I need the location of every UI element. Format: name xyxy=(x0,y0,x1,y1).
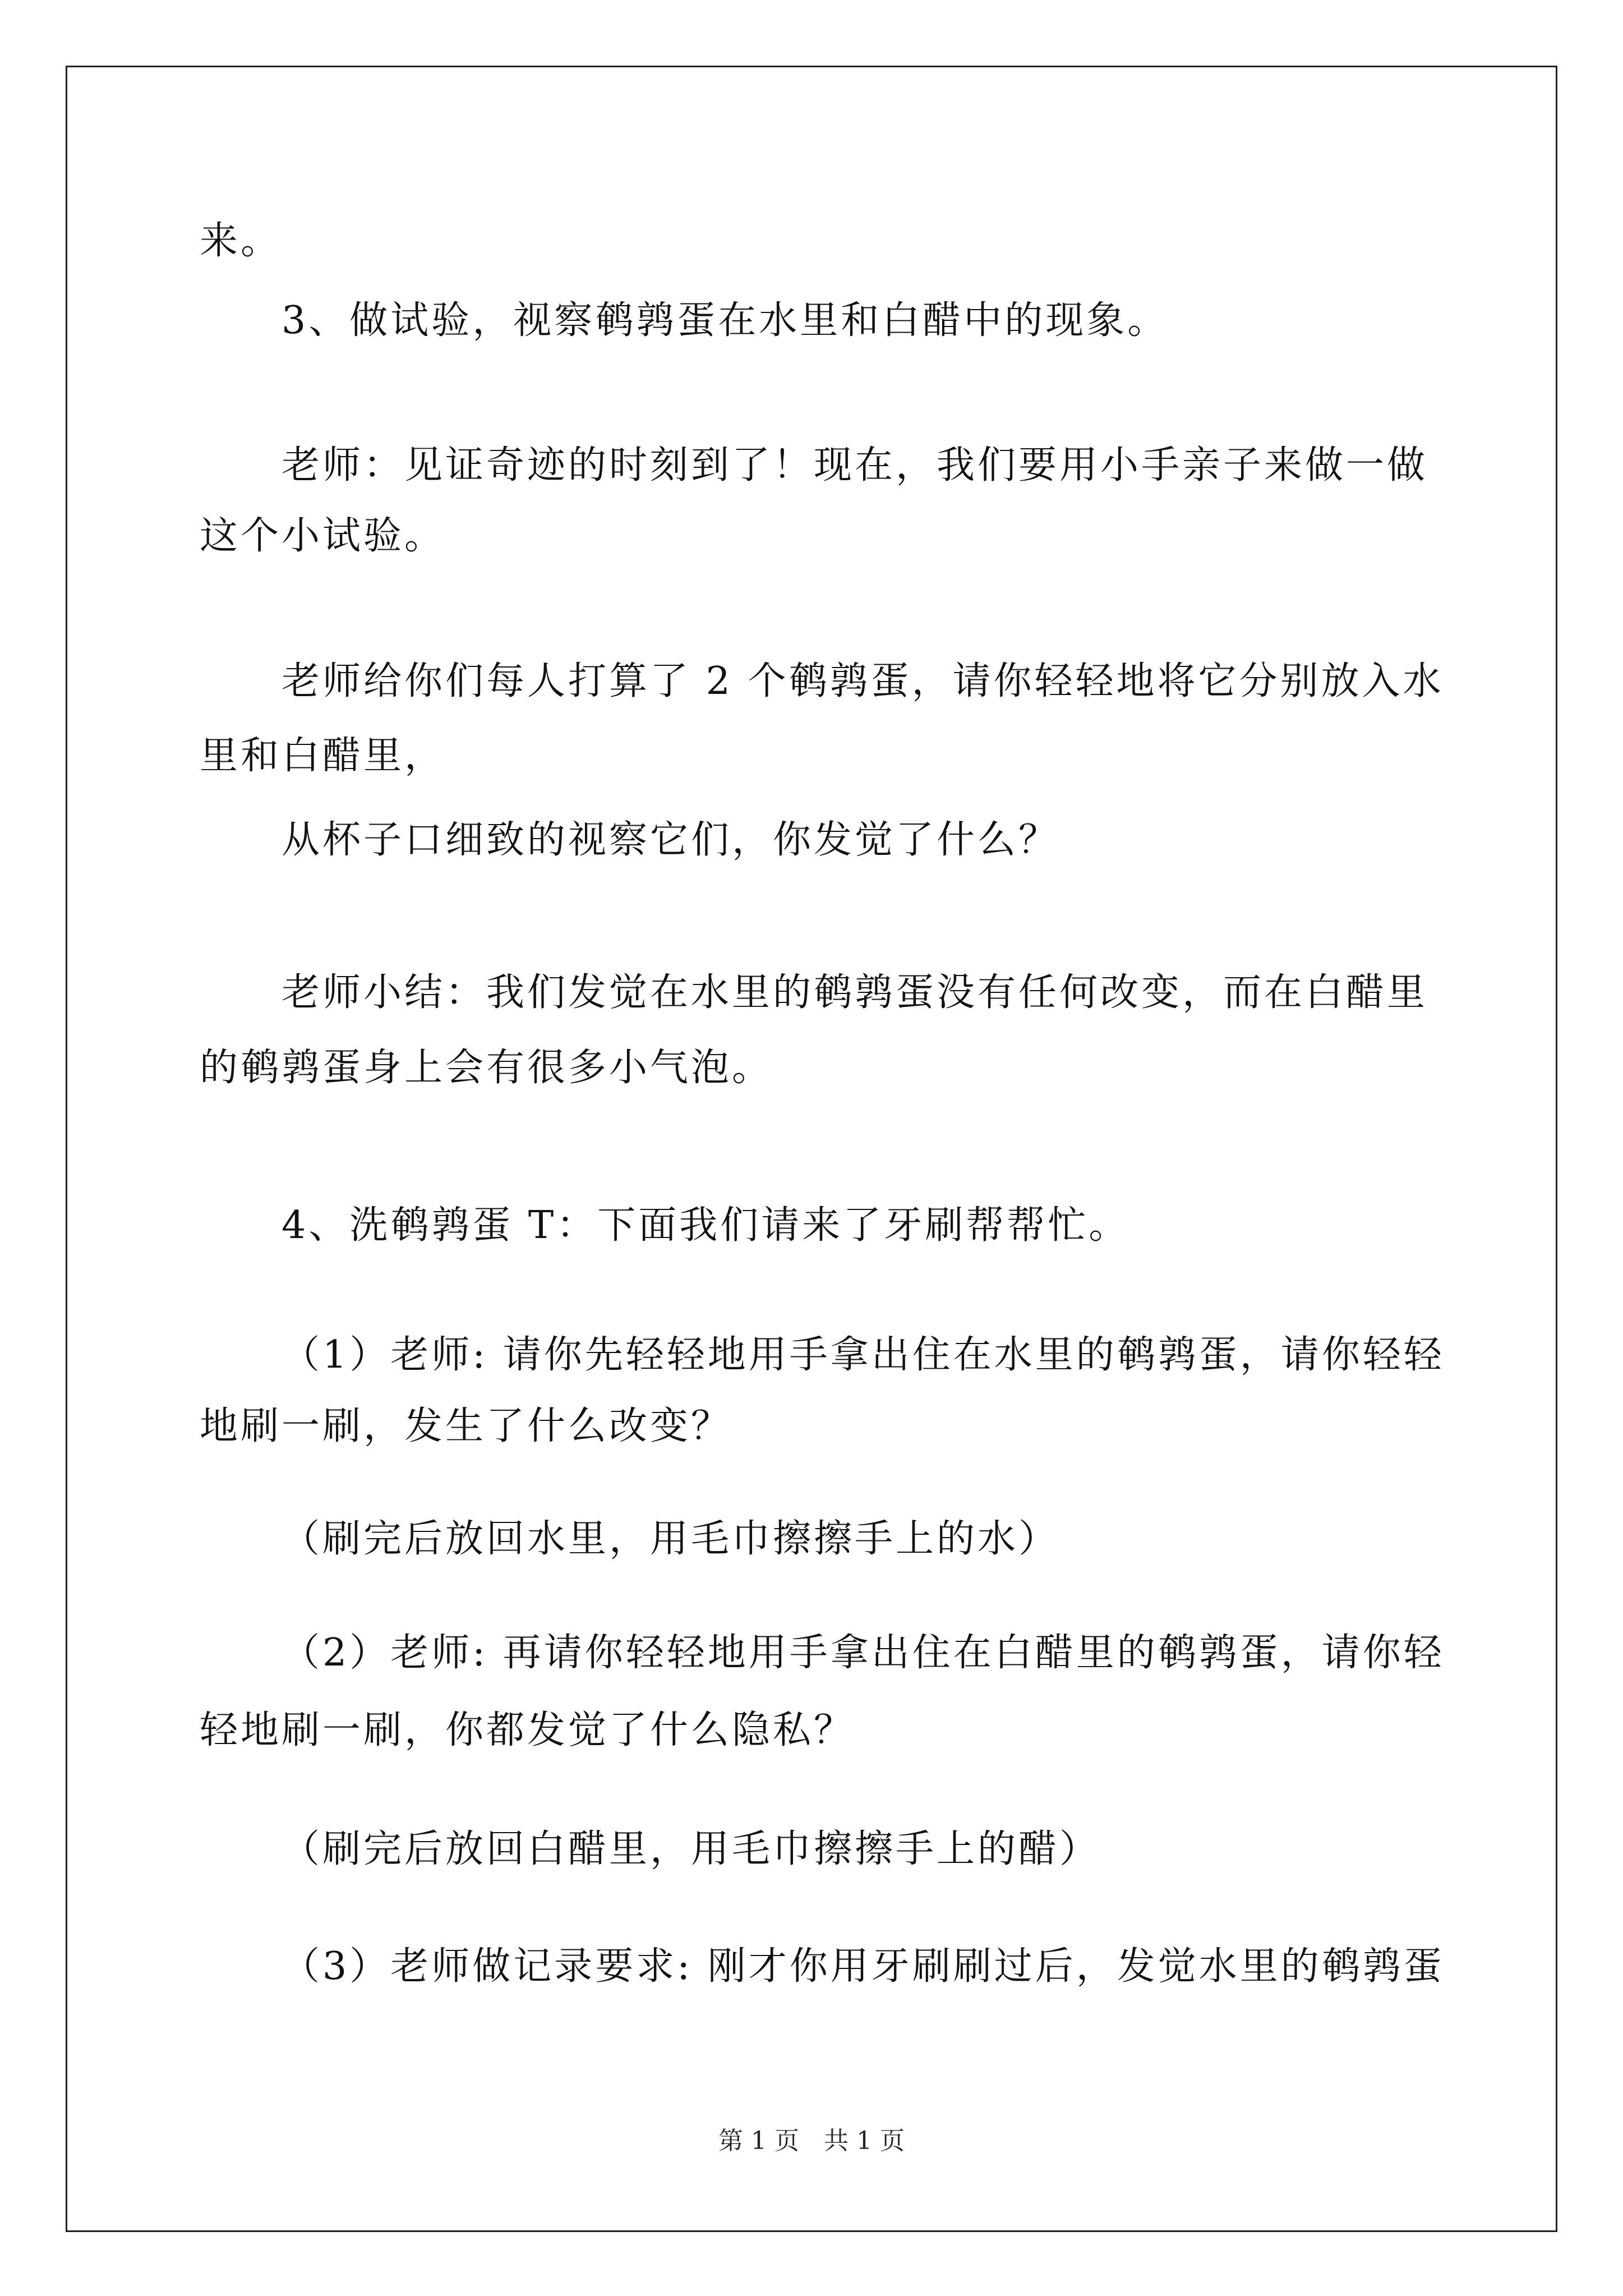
text-line: （刷完后放回白醋里，用毛巾擦擦手上的醋） xyxy=(282,1827,1101,1871)
text-line: 这个小试验。 xyxy=(200,514,446,558)
page-border xyxy=(66,66,1557,2232)
text-line: 4、洗鹌鹑蛋 T：下面我们请来了牙刷帮帮忙。 xyxy=(282,1203,1130,1248)
text-line: 从杯子口细致的视察它们，你发觉了什么？ xyxy=(282,818,1060,862)
text-line: 里和白醋里， xyxy=(200,734,446,778)
text-line: 轻地刷一刷，你都发觉了什么隐私？ xyxy=(200,1708,855,1752)
text-line: 3、做试验，视察鹌鹑蛋在水里和白醋中的现象。 xyxy=(282,298,1169,343)
text-line: 的鹌鹑蛋身上会有很多小气泡。 xyxy=(200,1046,773,1090)
text-line: 地刷一刷，发生了什么改变？ xyxy=(200,1404,732,1448)
text-line: 老师：见证奇迹的时刻到了！现在，我们要用小手亲子来做一做 xyxy=(282,443,1428,487)
page-footer: 第 1 页 共 1 页 xyxy=(718,2127,905,2155)
text-line: （2）老师: 再请你轻轻地用手拿出住在白醋里的鹌鹑蛋，请你轻 xyxy=(282,1631,1445,1675)
text-line: 老师小结：我们发觉在水里的鹌鹑蛋没有任何改变，而在白醋里 xyxy=(282,970,1428,1015)
text-line: 来。 xyxy=(200,219,282,263)
text-line: （1）老师: 请你先轻轻地用手拿出住在水里的鹌鹑蛋，请你轻轻 xyxy=(282,1333,1445,1377)
text-line: （3）老师做记录要求: 刚才你用牙刷刷过后，发觉水里的鹌鹑蛋 xyxy=(282,1944,1445,1989)
text-line: 老师给你们每人打算了 2 个鹌鹑蛋，请你轻轻地将它分别放入水 xyxy=(282,659,1444,703)
text-line: （刷完后放回水里，用毛巾擦擦手上的水） xyxy=(282,1517,1060,1561)
